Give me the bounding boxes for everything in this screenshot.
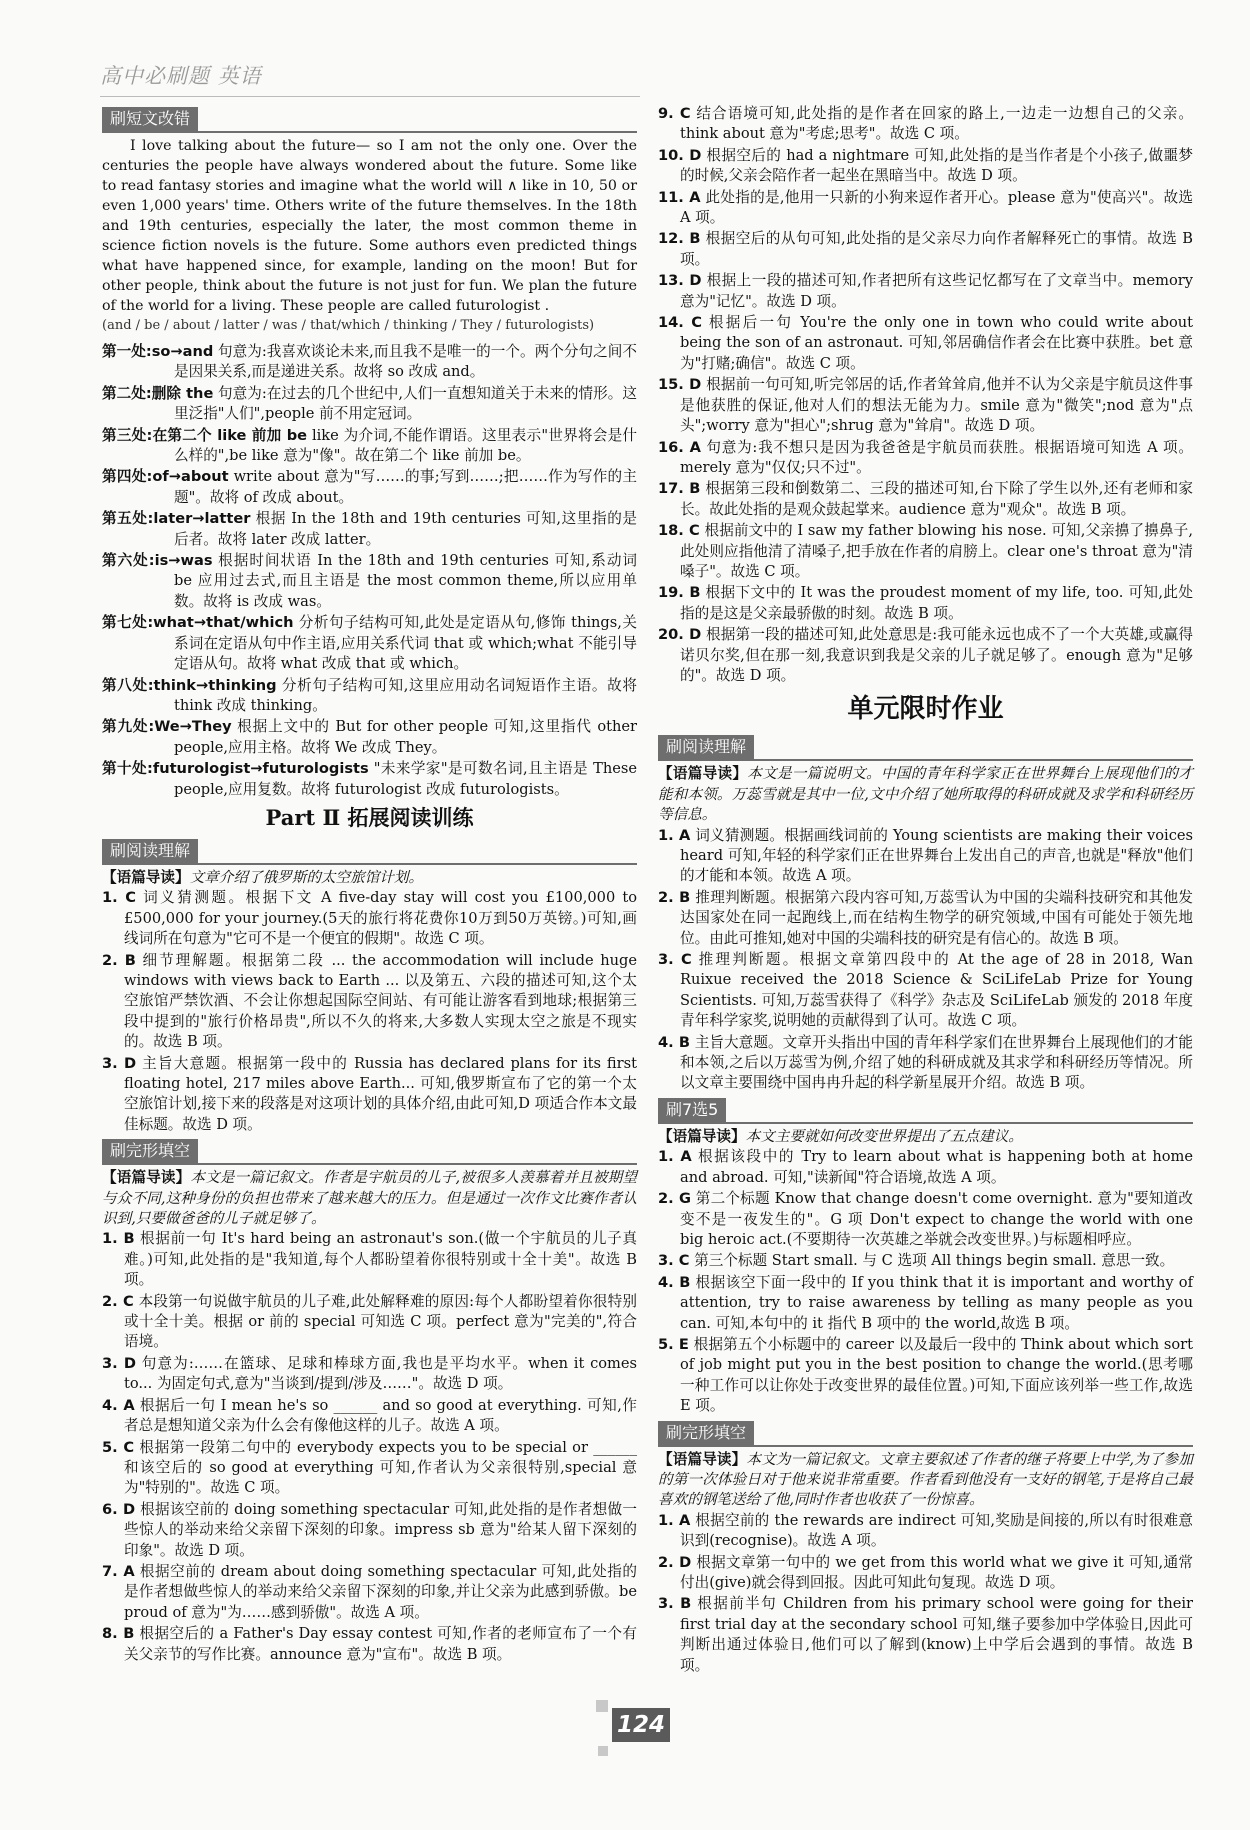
answer-item [102, 342, 637, 383]
answer-item [658, 1335, 1193, 1417]
answer-item [102, 1500, 637, 1561]
section-rule [102, 863, 637, 865]
page-number-decoration [598, 1746, 608, 1756]
section-label-cloze-2: 刷完形填空 [658, 1421, 754, 1445]
answer-item [102, 676, 637, 717]
answer-explanation: 根据前一句 It's hard being an astronaut's son.(做一个宇航员的儿子真难。)可知,此处指的是"我知道,每个人都盼望着你很特别或十全十美"。故选 B 项。 [124, 1230, 638, 1289]
answer-key: 5. E [658, 1335, 689, 1353]
section-rule [658, 759, 1193, 761]
answer-explanation: 根据空后的 had a nightmare 可知,此处指的是当作者是个小孩子,做噩梦的时候,父亲会陪作者一起坐在黑暗当中。故选 D 项。 [680, 146, 1193, 185]
answer-item [658, 146, 1193, 187]
answer-key: 第五处:later→latter [102, 510, 251, 528]
answer-explanation: 结合语境可知,此处指的是作者在回家的路上,一边走一边想自己的父亲。think about 意为"考虑;思考"。故选 C 项。 [680, 105, 1194, 143]
answer-item [658, 229, 1193, 270]
answer-key: 6. D [102, 1500, 136, 1518]
answer-key: 2. B [658, 888, 691, 906]
answer-explanation: 根据该空下面一段中的 If you think that it is important and worthy of attention, try to raise awareness by telling as many people as you can. 可知,本句中的 it 指代 B 项中的 the world,故选 B 项。 [680, 1273, 1193, 1332]
answer-key: 15. D [658, 376, 702, 394]
answer-item [658, 1189, 1193, 1250]
answer-key: 第八处:think→thinking [102, 676, 277, 694]
answer-item [102, 888, 637, 949]
answer-explanation: 根据前半句 Children from his primary school were going for their first trial day at the secondary school 可知,继子要参加中学体验日,因此可判断出通过体验日,他们可以了解到(know)上中学后会遇到的事情。故选 B 项。 [680, 1595, 1194, 1674]
answer-item [658, 950, 1193, 1032]
seven-five-answers [658, 1147, 1193, 1416]
answer-explanation: 根据空前的 dream about doing something spectacular 可知,此处指的是作者想做些惊人的举动来给父亲留下深刻的印象,并让父亲为此感到骄傲。be proud of 意为"为……感到骄傲"。故选 A 项。 [124, 1562, 637, 1621]
answer-key: 3. D [102, 1054, 137, 1072]
answer-explanation: 根据上一段的描述可知,作者把所有这些记忆都写在了文章当中。memory 意为"记忆"。故选 D 项。 [680, 272, 1193, 310]
answer-item [102, 1396, 637, 1437]
answer-explanation: 根据空前的 the rewards are indirect 可知,奖励是间接的,所以有时很难意识到(recognise)。故选 A 项。 [680, 1511, 1194, 1550]
answer-item [102, 1054, 637, 1136]
answer-explanation: like 为介词,不能作谓语。这里表示"世界将会是什么样的",be like 意为"像"。故在第二个 like 前加 be。 [174, 426, 638, 465]
answer-explanation: 根据时间状语 In the 18th and 19th centuries 可知,系动词 be 应用过去式,而且主语是 the most common theme,所以应用单数。故将 is 改成 was。 [174, 552, 637, 610]
answer-key: 第六处:is→was [102, 552, 213, 570]
answer-item [658, 375, 1193, 436]
section-label-seven-five: 刷7选5 [658, 1098, 726, 1122]
answer-explanation: 推理判断题。根据第六段内容可知,万蕊雪认为中国的尖端科技研究和其他发达国家处在同一起跑线上,而在结构生物学的研究领域,中国有可能处于领先地位。由此可推知,她对中国的尖端科技的研究是有信心的。故选 B 项。 [680, 888, 1194, 947]
right-column [658, 104, 1193, 1677]
answer-explanation: "未来学家"是可数名词,且主语是 These people,应用复数。故将 futurologist 改成 futurologists。 [174, 760, 637, 798]
answer-key: 5. C [102, 1438, 135, 1456]
answer-item [658, 313, 1193, 374]
answer-key: 2. C [102, 1292, 134, 1310]
answer-item [658, 438, 1193, 479]
section-label-cloze: 刷完形填空 [102, 1139, 198, 1163]
seven-five-guide: 【语篇导读】本文主要就如何改变世界提出了五点建议。 [658, 1127, 1023, 1145]
answer-explanation: 第二个标题 Know that change doesn't come overnight. 意为"要知道改变不是一夜发生的"。G 项 Don't expect to change the world with one big heroic act.(不要期待一次英雄之举就会改变世界。)与标题相呼应。 [680, 1190, 1193, 1248]
answer-explanation: 根据空后的 a Father's Day essay contest 可知,作者的老师宣布了一个有关父亲节的写作比赛。announce 意为"宣布"。故选 B 项。 [124, 1625, 637, 1663]
answer-key: 3. B [658, 1595, 692, 1613]
cloze-answers-continued [658, 104, 1193, 686]
answer-explanation: 根据下文中的 It was the proudest moment of my life, too. 可知,此处指的是这是父亲最骄傲的时刻。故选 B 项。 [680, 584, 1194, 622]
answer-key: 第七处:what→that/which [102, 614, 294, 632]
answer-key: 11. A [658, 188, 701, 206]
answer-explanation: 根据后一句 I mean he's so ______ and so good at everything. 可知,作者总是想知道父亲为什么会有像他这样的儿子。故选 A 项。 [124, 1396, 638, 1435]
answer-explanation: 根据第一段第二句中的 everybody expects you to be special or ______ 和该空后的 so good at everything 可知,作者认为父亲很特别,special 意为"特别的"。故选 C 项。 [124, 1438, 637, 1497]
cloze-answers [102, 1229, 637, 1665]
answer-key: 第三处:在第二个 like 前加 be [102, 426, 308, 444]
answer-key: 12. B [658, 230, 701, 248]
answer-key: 16. A [658, 438, 701, 456]
section-label-error-correction: 刷短文改错 [102, 107, 198, 131]
answer-key: 2. B [102, 951, 136, 969]
answer-item [102, 509, 637, 550]
answer-key: 4. B [658, 1033, 690, 1051]
answer-key: 2. D [658, 1553, 692, 1571]
section-rule [102, 1163, 637, 1165]
answer-explanation: write about 意为"写……的事;写到……;把……作为写作的主题"。故将 of 改成 about。 [174, 468, 637, 506]
answer-explanation: 根据空后的从句可知,此处指的是父亲尽力向作者解释死亡的事情。故选 B 项。 [680, 230, 1193, 268]
answer-key: 1. A [658, 1511, 691, 1529]
answer-key: 13. D [658, 272, 702, 290]
part-title: Part Ⅱ 拓展阅读训练 [265, 804, 474, 830]
answer-item [102, 1229, 637, 1290]
answer-explanation: 根据第一段的描述可知,此处意思是:我可能永远也成不了一个大英雄,或赢得诺贝尔奖,但在那一刻,我意识到我是父亲的儿子就足够了。enough 意为"足够的"。故选 D 项。 [680, 626, 1193, 684]
answer-key: 10. D [658, 146, 702, 164]
answer-item [658, 583, 1193, 624]
answer-key: 1. B [102, 1230, 135, 1248]
answer-key: 17. B [658, 480, 701, 498]
answer-item [658, 1273, 1193, 1334]
answer-item [658, 1594, 1193, 1676]
answer-item [102, 1562, 637, 1623]
reading-answers-2 [658, 826, 1193, 1094]
answer-item [102, 717, 637, 758]
answer-explanation: 词义猜测题。根据画线词前的 Young scientists are making their voices heard 可知,年轻的科学家们正在世界舞台上发出自己的声音,也就是"释放"他们的才能和本领。故选 A 项。 [680, 826, 1194, 885]
answer-explanation: 根据 In the 18th and 19th centuries 可知,这里指的是后者。故将 later 改成 latter。 [174, 510, 637, 548]
passage-text: I love talking about the future— so I am not the only one. Over the centuries the people have always wondered about the future. Some like to read fantasy stories and imagine what the world will ∧ like in 10, 50 or even 1,000 years' time. Others write of the future themselves. In the 18th and 19th centuries, especially the later, the most common theme in science fiction novels is the future. Some authors even predicted things what have happened since, for example, landing on the moon! But for other people, think about the future is not just for fun. We plan the future of the world for a living. These people are called futurologist . [102, 138, 637, 314]
answer-key: 1. A [658, 826, 691, 844]
answer-key: 7. A [102, 1562, 135, 1580]
answer-item [658, 1033, 1193, 1094]
answer-item [658, 521, 1193, 582]
answer-item [102, 551, 637, 612]
section-label-reading: 刷阅读理解 [102, 839, 198, 863]
answer-explanation: 主旨大意题。文章开头指出中国的青年科学家们在世界舞台上展现他们的才能和本领,之后以万蕊雪为例,介绍了她的科研成就及其求学和科研经历等情况。所以文章主要围绕中国冉冉升起的科学新星展开介绍。故选 B 项。 [680, 1033, 1193, 1092]
answer-key: 18. C [658, 522, 700, 540]
answer-explanation: 根据文章第一句中的 we get from this world what we give it 可知,通常付出(give)就会得到回报。因此可知此句复现。故选 D 项。 [680, 1553, 1193, 1591]
answer-explanation: 根据该空前的 doing something spectacular 可知,此处指的是作者想做一些惊人的举动来给父亲留下深刻的印象。impress sb 意为"给某人留下深刻的印象"。故选 D 项。 [124, 1500, 638, 1559]
answer-item [102, 467, 637, 508]
answer-explanation: 根据上文中的 But for other people 可知,这里指代 other people,应用主格。故将 We 改成 They。 [174, 718, 637, 756]
answer-key: 20. D [658, 626, 702, 644]
answer-key: 4. A [102, 1396, 135, 1414]
answer-key: 9. C [658, 105, 691, 122]
answer-item [658, 625, 1193, 686]
answer-key: 第二处:删除 the [102, 384, 214, 402]
answer-item [102, 384, 637, 425]
unit-title: 单元限时作业 [847, 694, 1004, 725]
passage-corrections: (and / be / about / latter / was / that/which / thinking / They / futurologists) [102, 318, 595, 333]
error-correction-passage [102, 136, 637, 336]
header-divider [100, 96, 640, 97]
answer-key: 3. C [658, 951, 692, 969]
answer-explanation: 句意为:我不想只是因为我爸爸是宇航员而获胜。根据语境可知选 A 项。merely 意为"仅仅;只不过"。 [680, 438, 1193, 476]
answer-item [102, 759, 637, 800]
answer-item [102, 1292, 637, 1353]
answer-key: 3. C [658, 1252, 690, 1270]
reading-guide: 【语篇导读】文章介绍了俄罗斯的太空旅馆计划。 [102, 868, 424, 886]
answer-explanation: 根据第五个小标题中的 career 以及最后一段中的 Think about which sort of job might put you in the best position to change the world.(思考哪一种工作可以让你处于改变世界的最佳位置。)可知,下面应该列举一些工作,故选 E 项。 [680, 1335, 1193, 1415]
answer-key: 2. G [658, 1190, 691, 1208]
section-label-reading-2: 刷阅读理解 [658, 735, 754, 759]
answer-item [102, 951, 637, 1053]
answer-explanation: 此处指的是,他用一只新的小狗来逗作者开心。please 意为"使高兴"。故选 A 项。 [680, 188, 1193, 227]
answer-item [658, 271, 1193, 312]
answer-explanation: 分析句子结构可知,此处是定语从句,修饰 things,关系词在定语从句中作主语,应用关系代词 that 或 which;what 不能引导定语从句。故将 what 改成 that 或 which。 [174, 614, 638, 673]
answer-item [658, 1251, 1193, 1271]
answer-item [658, 1147, 1193, 1188]
answer-item [658, 1511, 1193, 1552]
answer-explanation: 分析句子结构可知,这里应用动名词短语作主语。故将 think 改成 thinking。 [174, 676, 637, 714]
answer-item [658, 188, 1193, 229]
answer-item [658, 888, 1193, 949]
answer-item [102, 1438, 637, 1499]
answer-key: 第九处:We→They [102, 718, 232, 736]
answer-explanation: 细节理解题。根据第二段 ... the accommodation will include huge windows with views back to Earth ... 以及第五、六段的描述可知,这个太空旅馆严禁饮酒、不会让你想起国际空间站、有可能让游客看到地球;根据第三段中提到的"旅行价格昂贵",所以不久的将来,大多数人实现太空之旅是不现实的。故选 B 项。 [124, 951, 638, 1051]
reading-guide-2: 【语篇导读】本文是一篇说明文。中国的青年科学家正在世界舞台上展现他们的才能和本领。万蕊雪就是其中一位,文中介绍了她所取得的科研成就及求学和科研经历等信息。 [658, 765, 1193, 824]
cloze-guide-2: 【语篇导读】本文为一篇记叙文。文章主要叙述了作者的继子将要上中学,为了参加的第一次体验日对于他来说非常重要。作者看到他没有一支好的钢笔,于是将自己最喜欢的钢笔送给了他,同时作者也收获了一份惊喜。 [658, 1450, 1193, 1509]
answer-explanation: 根据该段中的 Try to learn about what is happening both at home and abroad. 可知,"读新闻"符合语境,故选 A 项。 [680, 1148, 1194, 1186]
answer-explanation: 根据前一句可知,听完邻居的话,作者耸耸肩,他并不认为父亲是宇航员这件事是他获胜的保证,他对人们的想法无能为力。smile 意为"微笑";nod 意为"点头";worry 意为"担心";shrug 意为"耸肩"。故选 D 项。 [680, 376, 1194, 435]
answer-key: 1. C [102, 889, 136, 907]
cloze-guide: 【语篇导读】本文是一篇记叙文。作者是宇航员的儿子,被很多人羡慕着并且被期望与众不同,这种身份的负担也带来了越来越大的压力。但是通过一次作文比赛作者认识到,只要做爸爸的儿子就足够了。 [102, 1169, 637, 1228]
answer-key: 1. A [658, 1148, 692, 1166]
answer-key: 第十处:futurologist→futurologists [102, 760, 369, 778]
answer-item [102, 613, 637, 674]
answer-key: 第一处:so→and [102, 343, 214, 360]
page-header: 高中必刷题 英语 [100, 64, 262, 88]
answer-key: 8. B [102, 1625, 135, 1643]
answer-explanation: 本段第一句说做宇航员的儿子难,此处解释难的原因:每个人都盼望着你很特别或十全十美。根据 or 前的 special 可知选 C 项。perfect 意为"完美的",符合语境。 [124, 1292, 637, 1351]
error-explanations [102, 342, 637, 800]
answer-item [658, 826, 1193, 887]
answer-explanation: 主旨大意题。根据第一段中的 Russia has declared plans for its first floating hotel, 217 miles above Earth... 可知,俄罗斯宣布了它的第一个太空旅馆计划,接下来的段落是对这项计划的具体介绍,由此可知,D 项适合作本文最佳标题。故选 D 项。 [124, 1054, 637, 1133]
answer-item [102, 426, 637, 467]
answer-item [658, 479, 1193, 520]
answer-explanation: 句意为:在过去的几个世纪中,人们一直想知道关于未来的情形。这里泛指"人们",people 前不用定冠词。 [174, 384, 637, 423]
reading-answers [102, 888, 637, 1135]
answer-item [658, 104, 1193, 145]
answer-item [102, 1354, 637, 1395]
section-rule [658, 1445, 1193, 1447]
cloze-answers-2 [658, 1511, 1193, 1676]
left-column [102, 104, 637, 1666]
answer-explanation: 句意为:我喜欢谈论未来,而且我不是唯一的一个。两个分句之间不是因果关系,而是递进关系。故将 so 改成 and。 [174, 343, 637, 381]
section-rule [102, 131, 637, 133]
answer-explanation: 根据前文中的 I saw my father blowing his nose. 可知,父亲擤了擤鼻子,此处则应指他清了清嗓子,把手放在作者的肩膀上。clear one's throat 意为"清嗓子"。故选 C 项。 [680, 522, 1193, 580]
answer-item [102, 1624, 637, 1665]
answer-key: 4. B [658, 1273, 691, 1291]
answer-explanation: 第三个标题 Start small. 与 C 选项 All things begin small. 意思一致。 [694, 1252, 1175, 1270]
answer-explanation: 根据第三段和倒数第二、三段的描述可知,台下除了学生以外,还有老师和家长。故此处指的是观众鼓起掌来。audience 意为"观众"。故选 B 项。 [680, 480, 1194, 518]
answer-explanation: 推理判断题。根据文章第四段中的 At the age of 28 in 2018, Wan Ruixue received the 2018 Science & SciLifeLab Prize for Young Scientists. 可知,万蕊雪获得了《科学》杂志及 SciLifeLab 颁发的 2018 年度青年科学家奖,说明她的贡献得到了认可。故选 C 项。 [680, 951, 1193, 1030]
answer-item [658, 1553, 1193, 1594]
answer-explanation: 句意为:……在篮球、足球和棒球方面,我也是平均水平。when it comes to... 为固定句式,意为"当谈到/提到/涉及……"。故选 D 项。 [124, 1354, 637, 1393]
answer-explanation: 根据后一句 You're the only one in town who could write about being the son of an astronaut. 可知,邻居确信作者会在比赛中获胜。bet 意为"打赌;确信"。故选 C 项。 [680, 314, 1193, 372]
answer-key: 3. D [102, 1354, 136, 1372]
answer-key: 第四处:of→about [102, 468, 229, 486]
section-rule [658, 1122, 1193, 1124]
page-number-decoration [596, 1700, 608, 1712]
answer-key: 14. C [658, 314, 702, 332]
answer-explanation: 词义猜测题。根据下文 A five-day stay will cost you £100,000 to £500,000 for your journey.(5天的旅行将花费你10万到50万英镑。)可知,画线词所在句意为"它可不是一个便宜的假期"。故选 C 项。 [124, 889, 638, 948]
page-number: 124 [612, 1708, 670, 1742]
answer-key: 19. B [658, 584, 701, 602]
